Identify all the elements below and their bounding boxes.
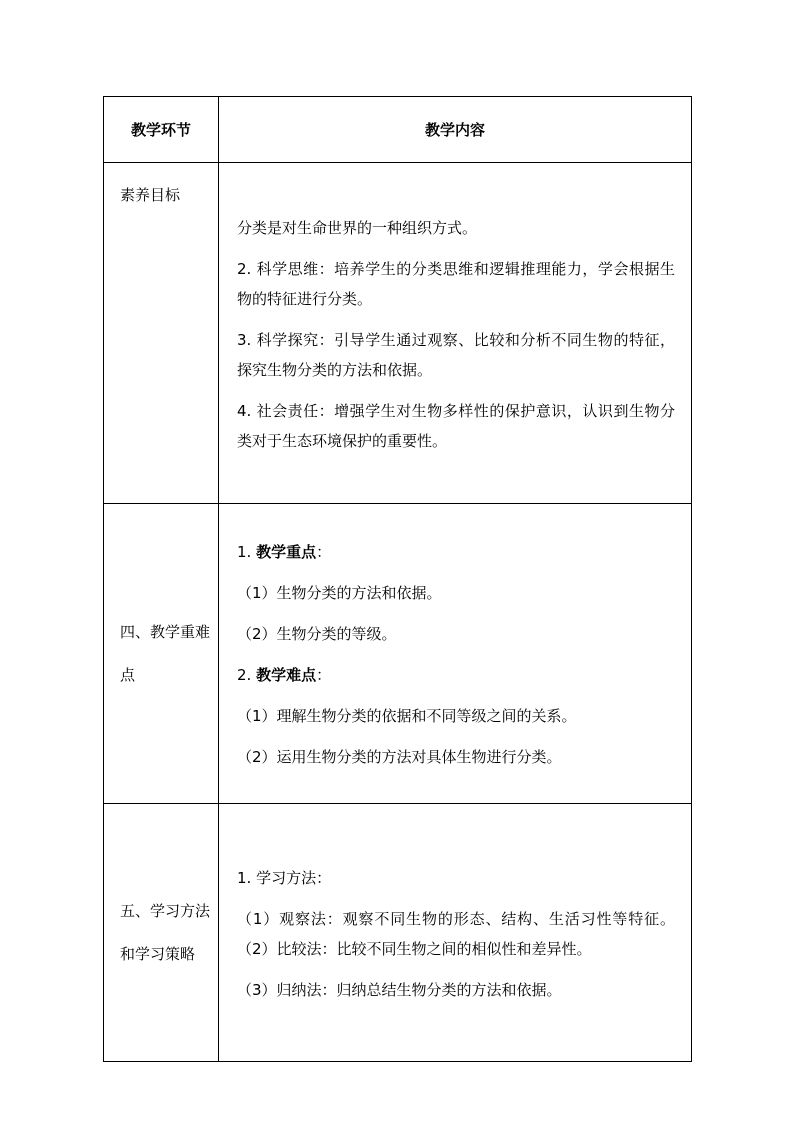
goals-line: 3. 科学探究：引导学生通过观察、比较和分析不同生物的特征，探究生物分类的方法和依据。: [237, 330, 675, 379]
lesson-plan-table: [103, 96, 692, 1062]
key-points-heading: [237, 537, 675, 567]
key-colon: ：: [316, 543, 332, 561]
table-row: [104, 504, 692, 804]
goals-line: 分类是对生命世界的一种组织方式。: [237, 218, 478, 237]
key-prefix: 1.: [237, 543, 257, 561]
key-difficult-content: [219, 504, 692, 804]
methods-line: （1）观察法：观察不同生物的形态、结构、生活习性等特征。（2）比较法：比较不同生物之间的相似性和差异性。: [237, 909, 675, 958]
difficult-points-heading: [237, 660, 675, 690]
key-points-title: 教学重点: [256, 543, 317, 561]
table-header-row: [104, 97, 692, 163]
header-content: 教学内容: [219, 97, 692, 163]
row-label-key-difficult: 四、教学重难点: [104, 504, 219, 804]
difficult-item: （1）理解生物分类的依据和不同等级之间的关系。: [237, 707, 577, 725]
table-row: [104, 804, 692, 1062]
header-stage: 教学环节: [104, 97, 219, 163]
row-label-methods: 五、学习方法和学习策略: [104, 804, 219, 1062]
difficult-item: （2）运用生物分类的方法对具体生物进行分类。: [237, 748, 562, 766]
diff-prefix: 2.: [237, 666, 257, 684]
methods-line: （3）归纳法：归纳总结生物分类的方法和依据。: [237, 980, 562, 999]
row-label-goals: 素养目标: [104, 163, 219, 504]
key-item: （2）生物分类的等级。: [237, 625, 397, 643]
key-item: （1）生物分类的方法和依据。: [237, 584, 442, 602]
goals-line: 2. 科学思维：培养学生的分类思维和逻辑推理能力，学会根据生物的特征进行分类。: [237, 259, 675, 308]
table-row: [104, 163, 692, 504]
methods-content: [219, 804, 692, 1062]
diff-colon: ：: [316, 666, 332, 684]
difficult-points-title: 教学难点: [256, 666, 317, 684]
goals-line: 4. 社会责任：增强学生对生物多样性的保护意识，认识到生物分类对于生态环境保护的重要性。: [237, 401, 675, 450]
methods-line: 1. 学习方法：: [237, 868, 332, 887]
goals-content: [219, 163, 692, 504]
